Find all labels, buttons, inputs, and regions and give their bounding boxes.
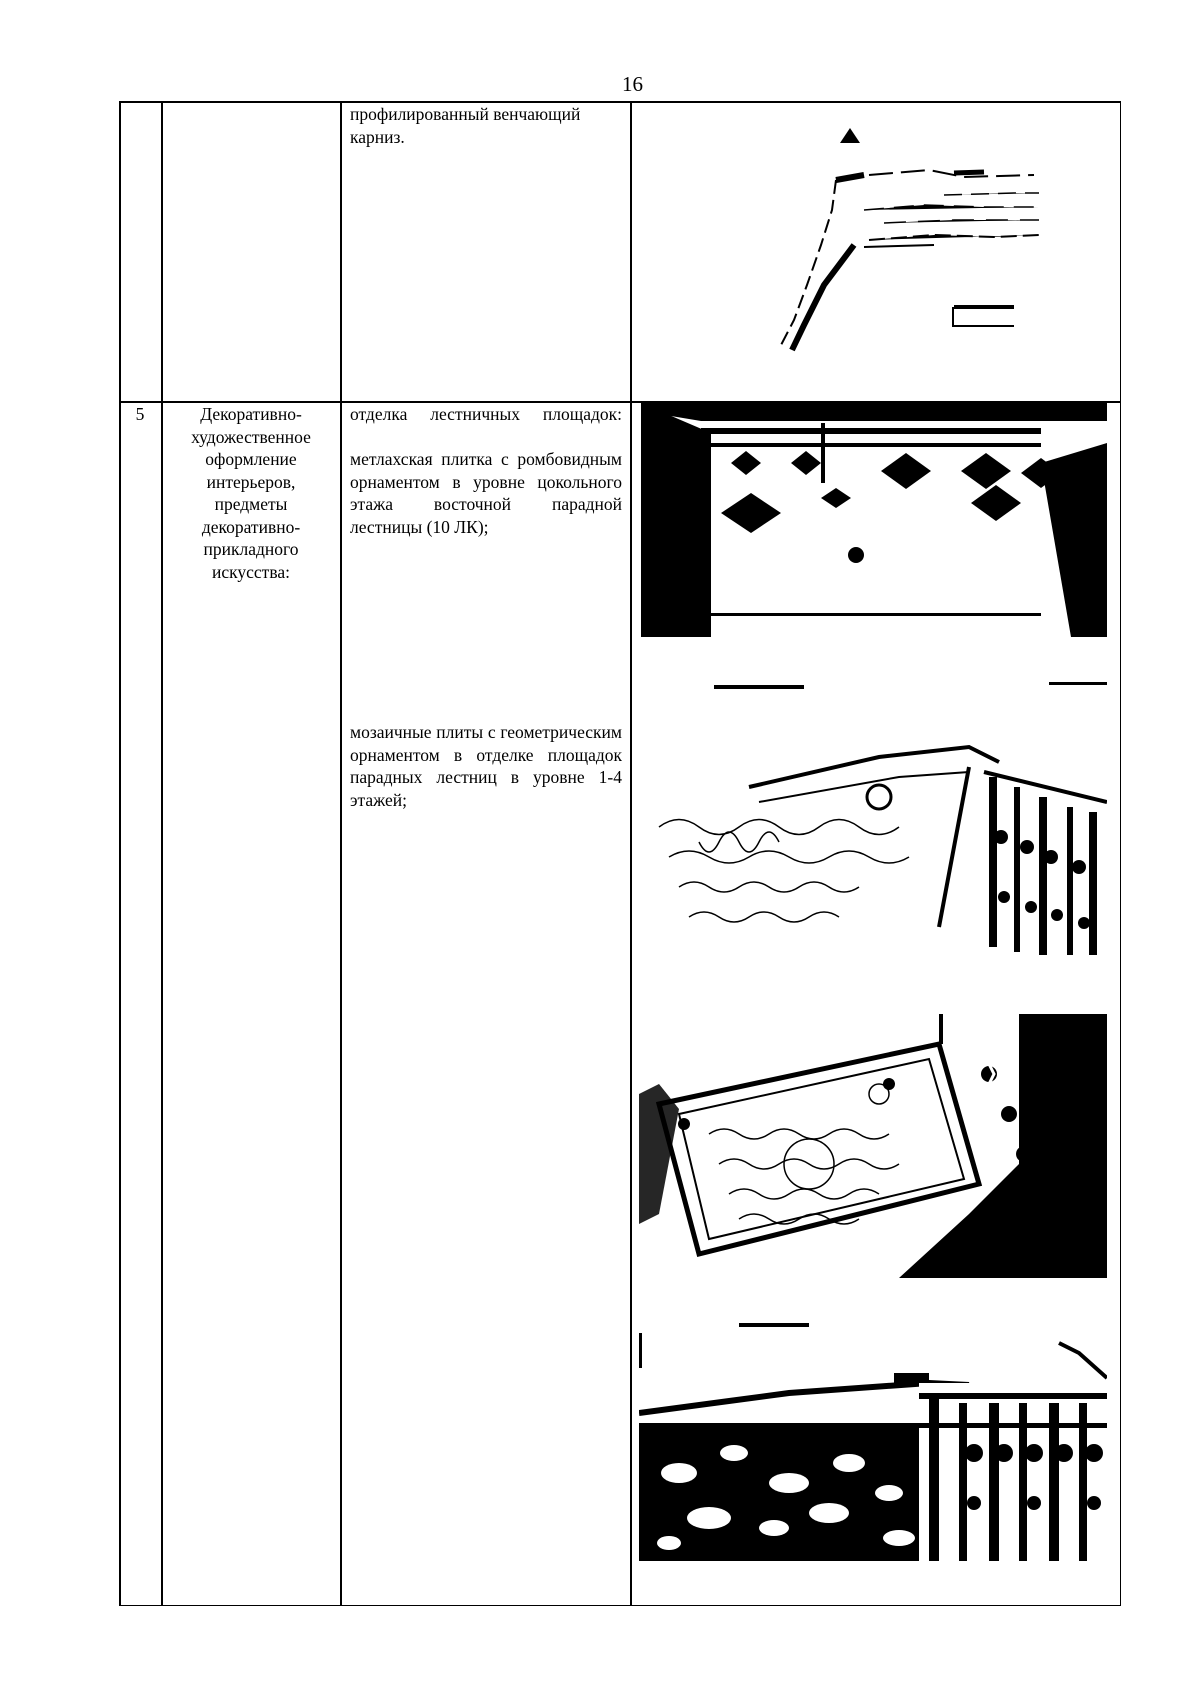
- mosaic-landing-photo-1: [639, 677, 1107, 955]
- column-divider: [161, 101, 163, 1606]
- category-text: Декоративно-художественное оформление интерьеров, предметы декоративно-прикладного искусства:: [191, 404, 311, 582]
- table-border-right: [1120, 101, 1122, 1606]
- cornice-photo: [694, 125, 1054, 360]
- description-text: отделка лестничных площадок:: [350, 404, 622, 424]
- description-text: профилированный венчающий карниз.: [350, 104, 581, 147]
- row-number: 5: [135, 404, 145, 424]
- description-text: мозаичные плиты с геометрическим орнаментом в отделке площадок парадных лестниц в уровне 1-4 этажей;: [350, 722, 622, 810]
- page-number: 16: [622, 72, 643, 96]
- table-border-left: [119, 101, 121, 1606]
- column-divider: [630, 101, 632, 1606]
- description-text: метлахская плитка с ромбовидным орнаментом в уровне цокольного этажа восточной парадной лестницы (10 ЛК);: [350, 449, 622, 537]
- table-border-bottom: [119, 1605, 1121, 1607]
- column-divider: [340, 101, 342, 1606]
- metlakh-tile-floor-photo: [641, 403, 1107, 637]
- mosaic-landing-photo-3: [639, 1323, 1107, 1561]
- mosaic-landing-photo-2: [639, 1014, 1107, 1278]
- heritage-table: [119, 101, 1121, 1606]
